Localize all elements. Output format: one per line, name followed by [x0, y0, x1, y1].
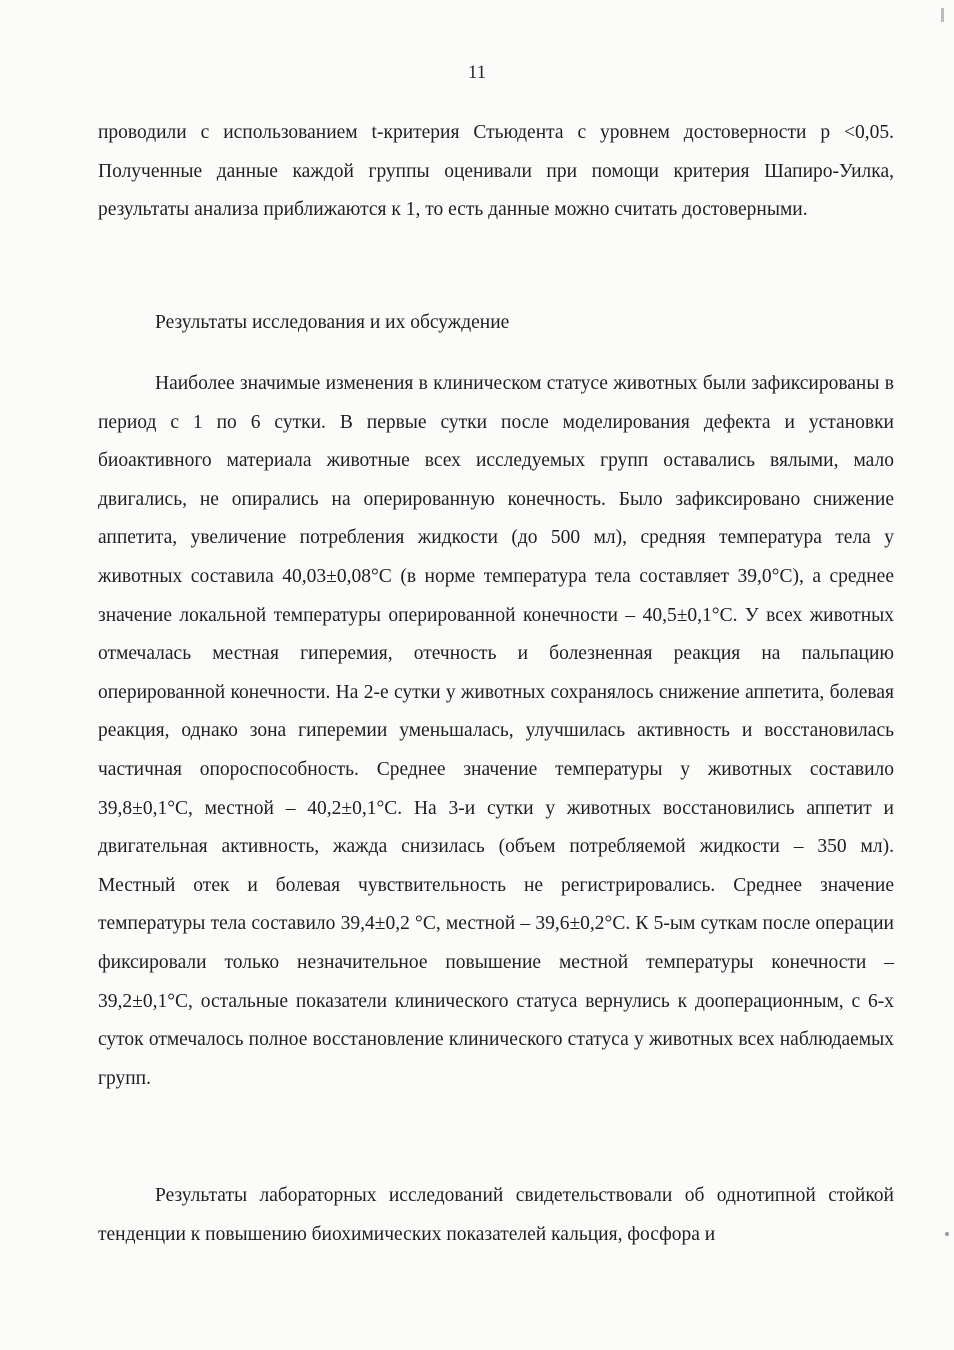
section-heading: Результаты исследования и их обсуждение [155, 312, 510, 333]
paragraph-results [98, 365, 894, 1098]
paragraph-results-text: Наиболее значимые изменения в клиническом статусе животных были зафиксированы в период с 1 по 6 сутки. В первые сутки после моделирования дефекта и установки биоактивного материала животные всех исследуемых групп оставались вялыми, мало двигались, не опирались на оперированную конечность. Было зафиксировано снижение аппетита, увеличение потребления жидкости (до 500 мл), средняя температура тела у животных составила 40,03±0,08°С (в норме температура тела составляет 39,0°С), а среднее значение локальной температуры оперированной конечности – 40,5±0,1°С. У всех животных отмечалась местная гиперемия, отечность и болезненная реакция на пальпацию оперированной конечности. На 2-е сутки у животных сохранялось снижение аппетита, болевая реакция, однако зона гиперемии уменьшалась, улучшилась активность и восстановилась частичная опороспособность. Среднее значение температуры у животных составило 39,8±0,1°С, местной – 40,2±0,1°С. На 3-и сутки у животных восстановились аппетит и двигательная активность, жажда снизилась (объем потребляемой жидкости – 350 мл). Местный отек и болевая чувствительность не регистрировались. Среднее значение температуры тела составило 39,4±0,2 °С, местной – 39,6±0,2°С. К 5-ым суткам после операции фиксировали только незначительное повышение местной температуры конечности – 39,2±0,1°С, остальные показатели клинического статуса вернулись к дооперационным, с 6-х суток отмечалось полное восстановление клинического статуса у животных всех наблюдаемых групп. [98, 373, 894, 1089]
page-number: 11 [467, 62, 487, 83]
paragraph-methods-text: проводили с использованием t-критерия Стьюдента с уровнем достоверности р <0,05. Полученные данные каждой группы оценивали при помощи критерия Шапиро-Уилка, результаты анализа приближаются к 1, то есть данные можно считать достоверными. [98, 122, 894, 221]
paragraph-lab-text: Результаты лабораторных исследований свидетельствовали об однотипной стойкой тенденции к повышению биохимических показателей кальция, фосфора и [98, 1185, 894, 1245]
scan-edge-dot [945, 1232, 949, 1236]
paragraph-methods [98, 114, 894, 230]
paragraph-lab [98, 1177, 894, 1254]
scan-edge-mark [941, 8, 944, 22]
